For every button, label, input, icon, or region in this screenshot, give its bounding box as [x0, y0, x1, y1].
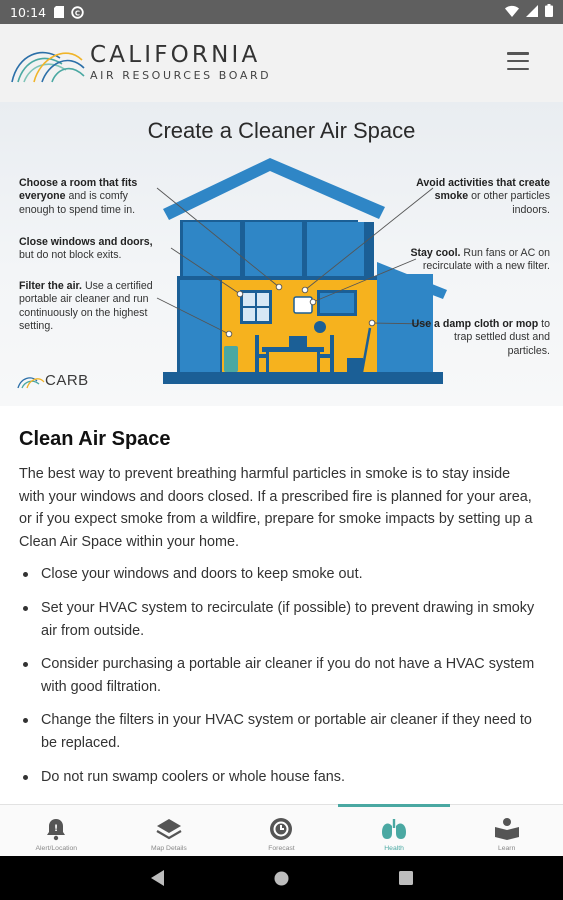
app-header	[0, 24, 563, 102]
note-choose-room	[19, 177, 159, 217]
logo-title: CALIFORNIA	[90, 42, 261, 68]
note-filter-air	[19, 280, 159, 334]
note-text: Use a certified portable air cleaner and run continuously on the highest setting.	[19, 280, 153, 333]
menu-line	[507, 52, 529, 55]
note-close-windows	[19, 236, 159, 263]
note-bold: Use a damp cloth or mop	[411, 318, 539, 330]
list-item	[19, 709, 539, 754]
status-time: 10:14	[10, 4, 47, 20]
carb-label: CARB	[45, 372, 89, 389]
note-bold: Filter the air.	[19, 280, 82, 292]
note-text: Run fans or AC on recirculate with a new filter.	[422, 247, 550, 273]
note-text: and is comfy enough to spend time in.	[19, 190, 136, 216]
list-item	[19, 563, 539, 586]
battery-icon	[545, 4, 553, 20]
list-item-text: Change the filters in your HVAC system or portable air cleaner if they need to be replaced.	[41, 712, 532, 751]
carb-small-logo-icon	[17, 373, 45, 389]
list-item	[19, 653, 539, 698]
note-bold: Avoid activities that create smoke	[416, 177, 550, 203]
tab-label: Learn	[497, 845, 516, 852]
tab-label: Health	[384, 845, 404, 852]
logo-subtitle: AIR RESOURCES BOARD	[90, 69, 272, 82]
tips-list	[19, 563, 539, 788]
sd-card-icon	[54, 6, 64, 18]
signal-icon	[526, 5, 538, 20]
note-bold: Stay cool.	[410, 247, 461, 259]
note-text: to trap settled dust and particles.	[454, 318, 550, 357]
tab-map-details[interactable]	[113, 805, 226, 856]
tab-health[interactable]	[338, 805, 451, 856]
logo-text	[90, 43, 271, 83]
note-stay-cool	[410, 247, 550, 274]
article-heading: Clean Air Space	[19, 428, 171, 450]
bullet-icon	[23, 606, 28, 611]
note-text: but do not block exits.	[19, 249, 122, 262]
clean-air-space-illustration	[0, 102, 563, 406]
alert-bell-icon	[45, 816, 67, 842]
tab-label: Forecast	[268, 845, 295, 852]
book-reader-icon	[494, 816, 520, 842]
list-item	[19, 597, 539, 642]
status-bar	[0, 0, 563, 24]
list-item	[19, 766, 539, 789]
menu-line	[507, 68, 529, 71]
note-bold: Close windows and doors,	[19, 236, 153, 248]
article	[19, 428, 539, 799]
list-item-text: Consider purchasing a portable air cleaner if you do not have a HVAC system with good filtration.	[41, 656, 535, 695]
list-item-text: Set your HVAC system to recirculate (if possible) to prevent drawing in smoky air from outside.	[41, 599, 535, 639]
tab-alert-location[interactable]	[0, 805, 113, 856]
wifi-icon	[505, 5, 519, 20]
tab-label: Alert/Location	[35, 845, 78, 852]
note-damp-cloth	[410, 318, 550, 358]
hamburger-menu-icon[interactable]	[507, 52, 529, 70]
lungs-icon	[380, 816, 408, 842]
back-icon[interactable]	[146, 866, 170, 890]
svg-text:!: !	[54, 824, 59, 834]
tab-learn[interactable]	[450, 805, 563, 856]
illustration-title: Create a Cleaner Air Space	[147, 118, 416, 143]
bottom-tab-bar	[0, 804, 563, 856]
home-icon[interactable]	[270, 866, 294, 890]
note-bold: Choose a room that fits everyone	[19, 177, 138, 203]
bullet-icon	[23, 718, 28, 723]
map-layers-icon	[156, 816, 182, 842]
note-avoid-smoke	[410, 177, 550, 217]
list-item-text: Do not run swamp coolers or whole house fans.	[41, 768, 345, 785]
article-intro: The best way to prevent breathing harmful particles in smoke is to stay inside with your windows and doors closed. If a prescribed fire is planned for your area, or if you expect smoke from a wildfire, prepare for smoke impacts by setting up a Clean Air Space within your home.	[19, 466, 533, 550]
tab-forecast[interactable]	[225, 805, 338, 856]
system-navigation-bar	[0, 856, 563, 900]
bullet-icon	[23, 775, 28, 780]
forecast-clock-icon	[269, 816, 293, 842]
data-saver-icon	[71, 6, 84, 19]
list-item-text: Close your windows and doors to keep smoke out.	[41, 566, 363, 583]
recents-icon[interactable]	[394, 866, 418, 890]
svg-text:C: C	[74, 8, 81, 17]
bullet-icon	[23, 572, 28, 577]
bullet-icon	[23, 662, 28, 667]
menu-line	[507, 60, 529, 63]
tab-label: Map Details	[150, 845, 187, 852]
carb-logo-icon	[8, 38, 86, 88]
carb-small-logo	[17, 372, 89, 389]
note-text: or other particles indoors.	[468, 190, 550, 216]
